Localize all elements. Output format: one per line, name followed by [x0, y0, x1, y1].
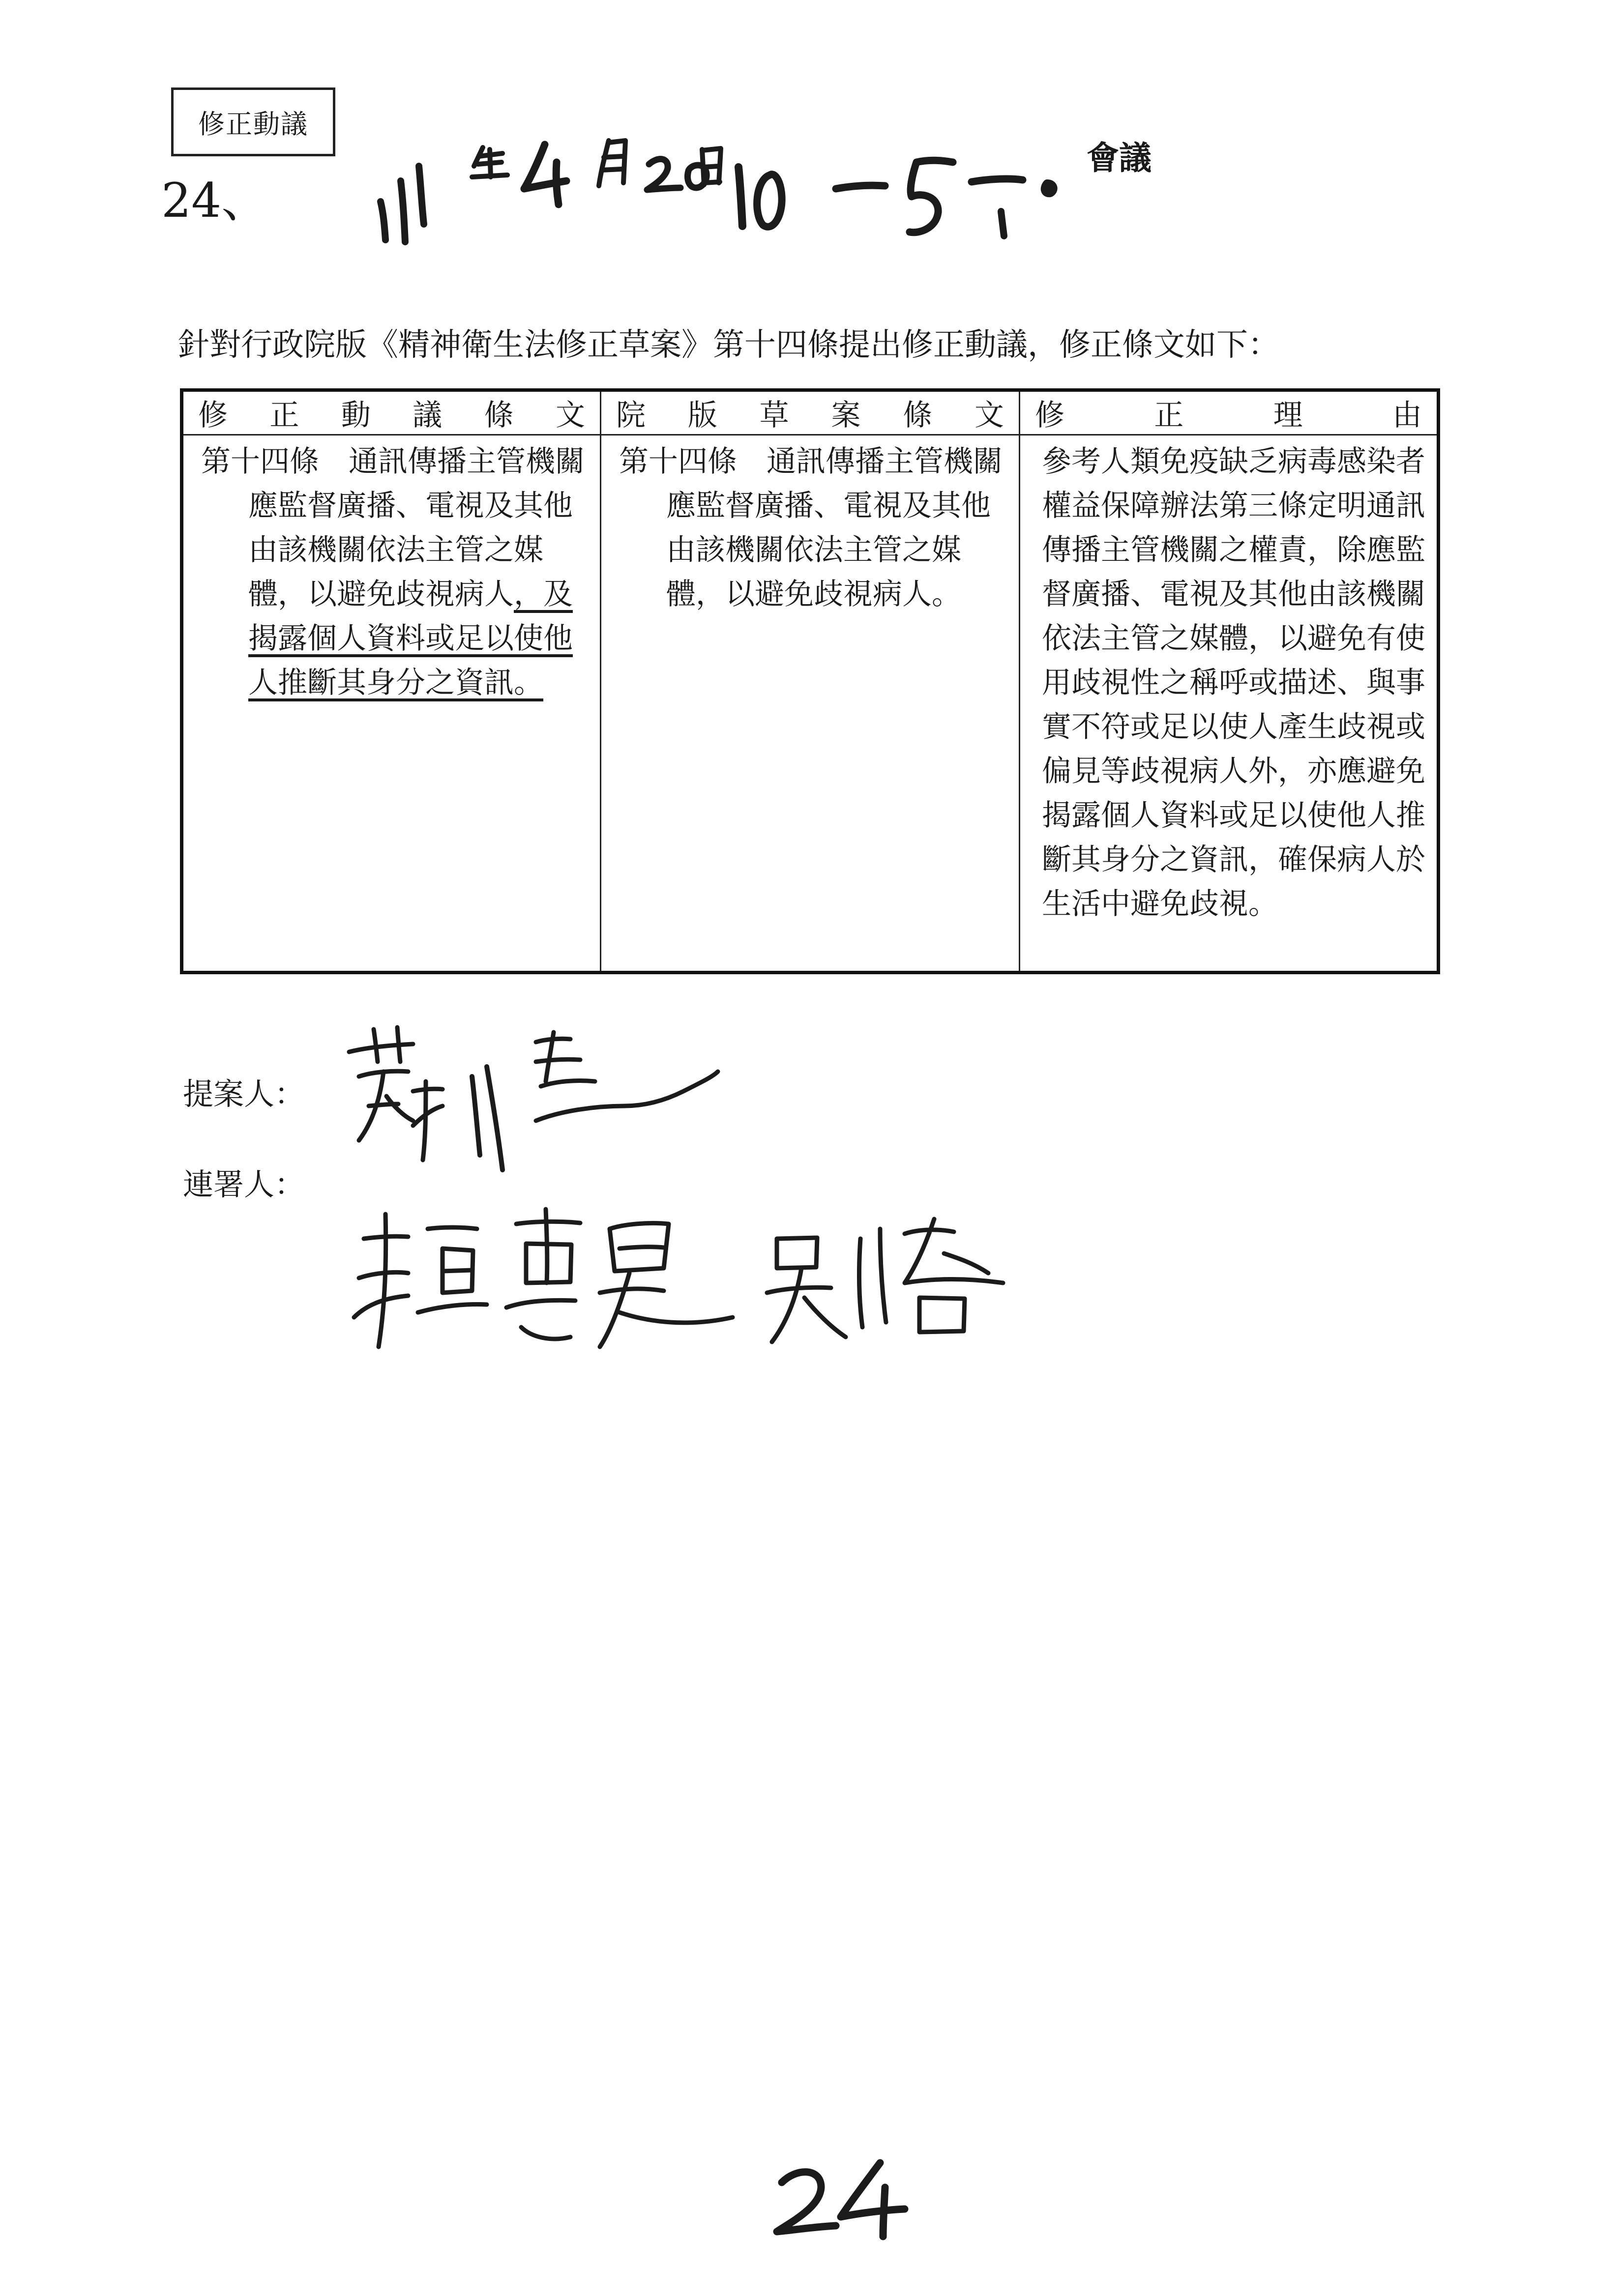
- cosigner-signature-2: [757, 1209, 1023, 1357]
- header-char: 條: [484, 398, 514, 433]
- original-cell: [601, 435, 1020, 973]
- header-original-text: [616, 392, 1004, 434]
- header-char: 院: [616, 398, 646, 433]
- meeting-label: 會議: [1087, 139, 1152, 177]
- cosigner-label: 連署人：: [183, 1166, 305, 1202]
- header-amendment-text: [198, 392, 585, 434]
- proposer-signature: [339, 1022, 723, 1180]
- header-original: [601, 390, 1020, 435]
- header-char: 動: [341, 398, 371, 433]
- amendment-plain: 第十四條 通訊傳播主管機關應監督廣播、電視及其他由該機關依法主管之媒體，以避免歧視病人: [201, 444, 585, 611]
- header-char: 正: [269, 398, 299, 433]
- header-char: 修: [198, 398, 228, 433]
- amendment-table: [180, 388, 1440, 974]
- cosigner-signature-1: [344, 1199, 747, 1362]
- header-char: 案: [831, 398, 861, 433]
- header-char: 條: [903, 398, 933, 433]
- original-text: 第十四條 通訊傳播主管機關應監督廣播、電視及其他由該機關依法主管之媒體，以避免歧視病人。: [619, 444, 1003, 611]
- table-row: [182, 435, 1439, 973]
- item-number: 24、: [161, 173, 269, 228]
- header-char: 文: [555, 398, 585, 433]
- header-char: 議: [413, 398, 443, 433]
- page-number-mark: [767, 2148, 915, 2246]
- header-amendment: [182, 390, 601, 435]
- header-char: 由: [1392, 398, 1422, 433]
- reason-text: 參考人類免疫缺乏病毒感染者權益保障辦法第三條定明通訊傳播主管機關之權責，除應監督廣播、電視及其他由該機關依法主管之媒體，以避免有使用歧視性之稱呼或描述、與事實不符或足以使人產生歧視或偏見等歧視病人外，亦應避免揭露個人資料或足以使他人推斷其身分之資訊，確保病人於生活中避免歧視。: [1042, 444, 1425, 921]
- header-char: 版: [687, 398, 717, 433]
- header-char: 正: [1154, 398, 1184, 433]
- motion-tag: 修正動議: [171, 87, 335, 156]
- amendment-underlined: ，及揭露個人資料或足以使他人推斷其身分之資訊。: [248, 577, 573, 700]
- handwritten-date: [374, 128, 1072, 256]
- amendment-text: [201, 439, 589, 705]
- amendment-cell: [182, 435, 601, 973]
- header-char: 理: [1273, 398, 1303, 433]
- proposer-label: 提案人：: [183, 1076, 305, 1112]
- header-char: 草: [759, 398, 789, 433]
- header-reason: [1020, 390, 1439, 435]
- header-char: 文: [974, 398, 1004, 433]
- reason-cell: [1020, 435, 1439, 973]
- table-header-row: [182, 390, 1439, 435]
- header-reason-text: [1035, 392, 1422, 434]
- intro-text: 針對行政院版《精神衛生法修正草案》第十四條提出修正動議，修正條文如下：: [178, 327, 1279, 363]
- header-char: 修: [1035, 398, 1064, 433]
